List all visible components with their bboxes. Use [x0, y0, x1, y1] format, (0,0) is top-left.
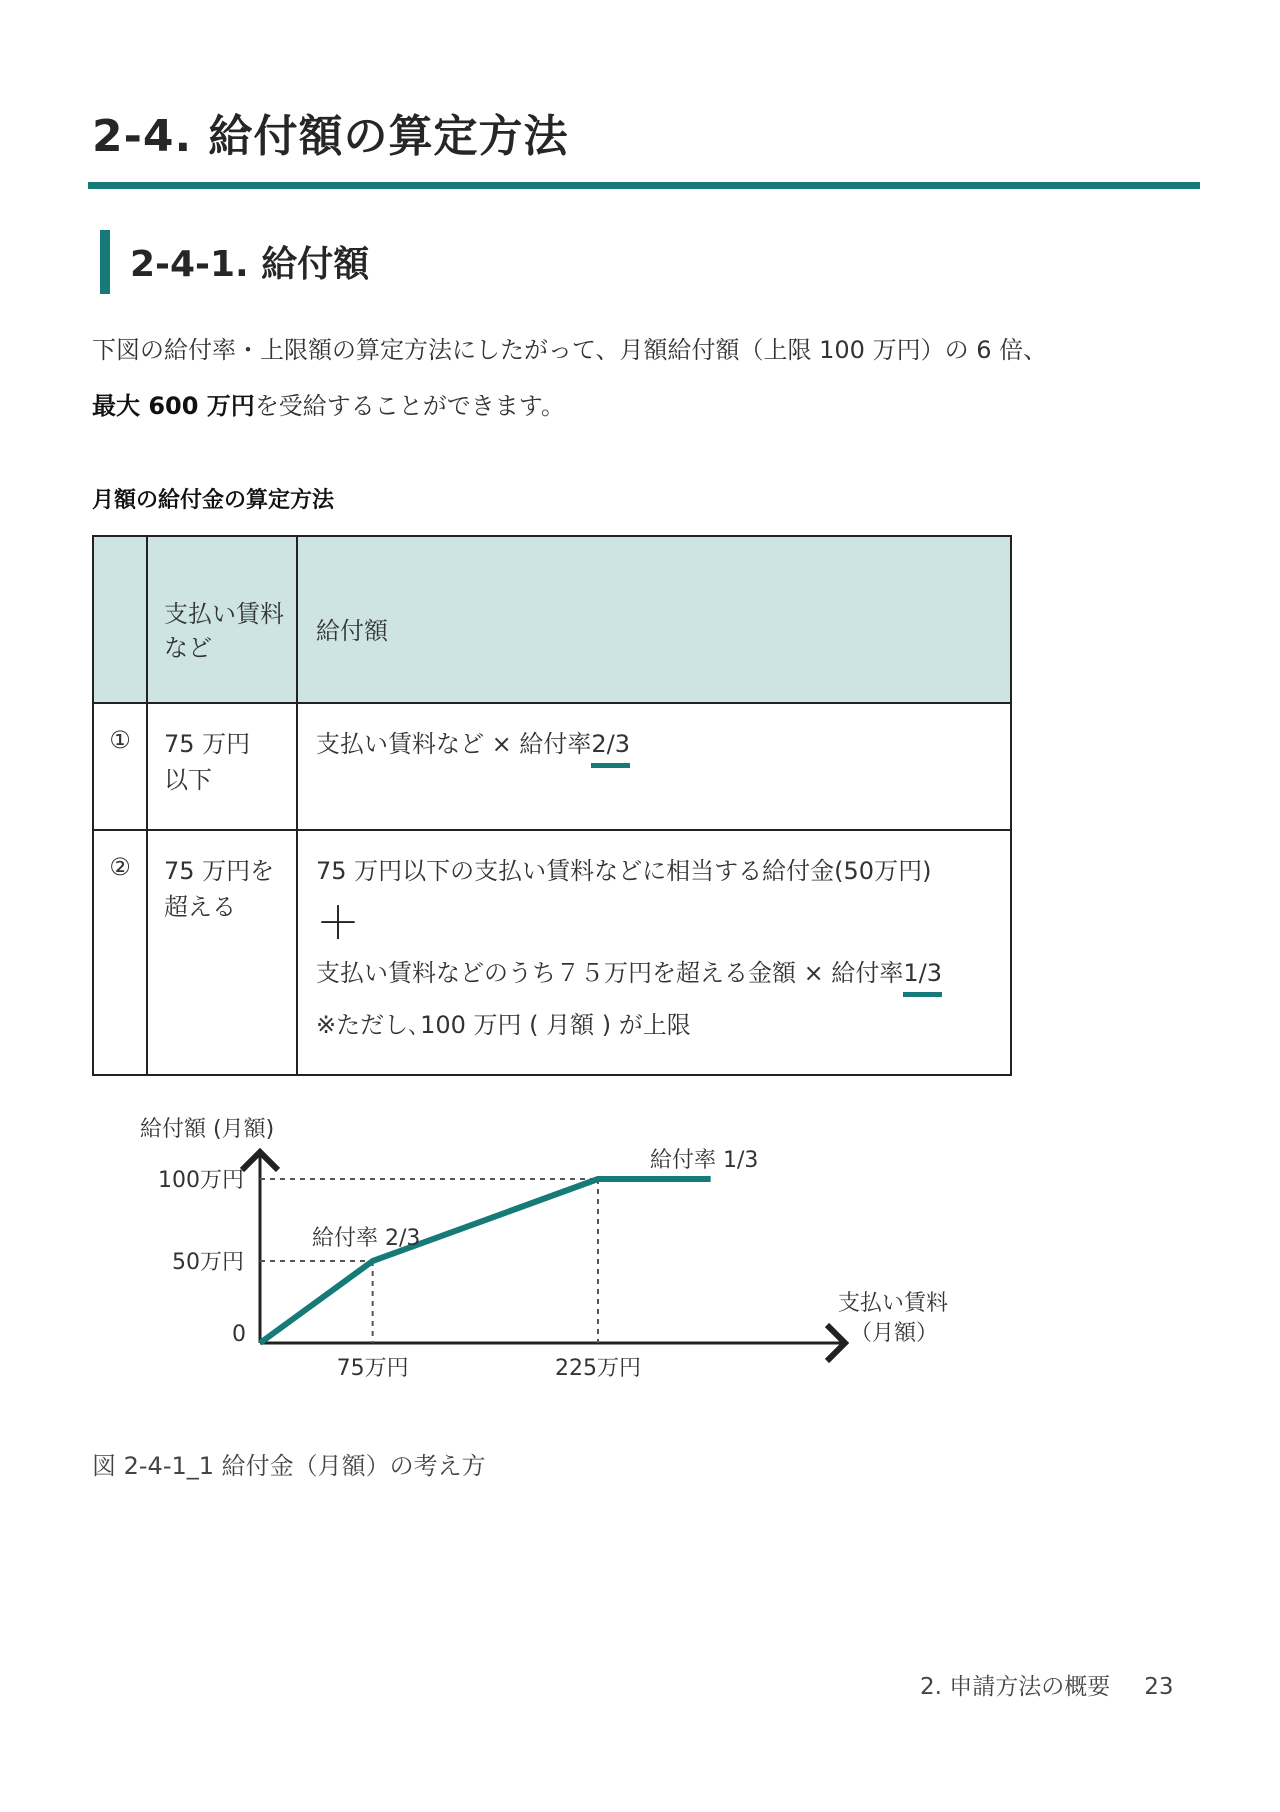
figure-caption: 図 2-4-1_1 給付金（月額）の考え方: [92, 1452, 486, 1480]
rent-line2: 以下: [164, 766, 212, 794]
y-tick-label: 50万円: [172, 1250, 244, 1275]
section-title: 2-4-1. 給付額: [130, 244, 370, 285]
formula-line1: 75 万円以下の支払い賃料などに相当する給付金(50万円): [316, 857, 932, 885]
y-axis-label: 給付額 (月額): [140, 1117, 275, 1142]
x-tick-label: 75万円: [336, 1356, 409, 1381]
y-tick-label: 100万円: [158, 1168, 244, 1193]
header-rent: 支払い賃料など: [147, 536, 297, 703]
origin-label: 0: [232, 1322, 246, 1347]
rent-line1: 75 万円: [164, 730, 251, 758]
row-number: ①: [93, 703, 147, 830]
annotation-rate-one-third: 給付率 1/3: [650, 1148, 759, 1173]
intro-line1: 下図の給付率・上限額の算定方法にしたがって、月額給付額（上限 100 万円）の 6 倍、: [92, 336, 1048, 364]
intro-bold: 最大 600 万円: [92, 392, 255, 420]
x-tick-label: 225万円: [555, 1356, 641, 1381]
formula-line2-prefix: 支払い賃料などのうち７５万円を超える金額 × 給付率: [316, 959, 904, 987]
page-number: 23: [1144, 1674, 1174, 1700]
rate-one-third: 1/3: [903, 958, 942, 997]
x-axis-label-line2: （月額）: [850, 1321, 939, 1346]
guide-lines: [260, 1179, 598, 1343]
formula-prefix: 支払い賃料など × 給付率: [316, 730, 592, 758]
intro-rest: を受給することができます。: [254, 392, 565, 420]
rent-line2: 超える: [164, 893, 236, 921]
x-axis-label-line1: 支払い賃料: [838, 1291, 949, 1316]
annotation-rate-two-thirds: 給付率 2/3: [312, 1226, 421, 1251]
rate-two-thirds: 2/3: [591, 729, 630, 768]
page-footer: [920, 1668, 1174, 1701]
footer-section: 2. 申請方法の概要: [920, 1674, 1111, 1700]
row-number: ②: [93, 830, 147, 1075]
header-amount: 給付額: [297, 536, 1011, 703]
benefit-line: [260, 1179, 711, 1343]
plus-icon: ＋: [316, 898, 360, 949]
tick-labels: [158, 1168, 641, 1381]
rent-line1: 75 万円を: [164, 857, 275, 885]
formula-note: ※ただし､100 万円 ( 月額 ) が上限: [316, 1011, 691, 1039]
table-title: 月額の給付金の算定方法: [92, 488, 335, 513]
page-title: 2-4. 給付額の算定方法: [92, 111, 569, 162]
